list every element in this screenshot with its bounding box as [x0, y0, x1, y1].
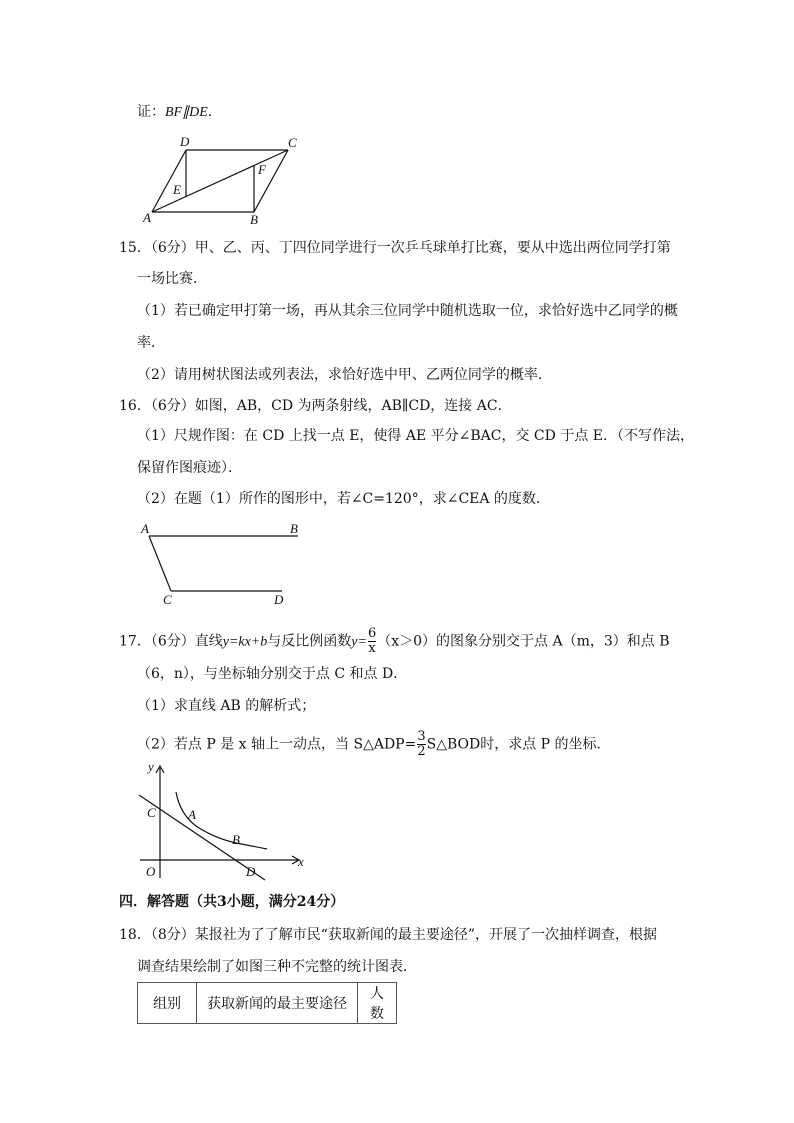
q14-prove-prefix: 证：	[137, 104, 165, 120]
q17-part2-b: S△BOD时，求点 P 的坐标．	[426, 736, 611, 753]
q18-table	[137, 982, 397, 1024]
q17-part2-fraction	[417, 730, 425, 759]
q14-prove-end: ．	[207, 104, 222, 120]
table-header-group: 组别	[138, 983, 197, 1024]
q17-stem-line1	[119, 627, 670, 656]
q17-frac-den: x	[368, 641, 376, 656]
q16-part1-line2: 保留作图痕迹）．	[137, 460, 242, 476]
q16-part1-line1: （1）尺规作图：在 CD 上找一点 E，使得 AE 平分∠BAC，交 CD 于点 E．（不写作法，	[137, 428, 694, 444]
q14-label-A: A	[143, 210, 151, 225]
q17-part2-a: （2）若点 P 是 x 轴上一动点，当 S△ADP=	[137, 736, 417, 753]
q14-label-B: B	[250, 212, 258, 227]
q16-label-B: B	[290, 521, 298, 536]
q18-stem-line2: 调查结果绘制了如图三种不完整的统计图表．	[137, 959, 417, 975]
q14-label-C: C	[288, 135, 297, 150]
q17-p2-den: 2	[417, 744, 426, 759]
q14-label-D: D	[180, 134, 190, 149]
q17-linear-expr: y=kx+b	[222, 634, 268, 650]
q15-part1-line1: （1）若已确定甲打第一场，再从其余三位同学中随机选取一位，求恰好选中乙同学的概	[137, 303, 678, 319]
q15-stem-line2: 一场比赛．	[137, 271, 207, 287]
q14-label-F: F	[258, 162, 266, 177]
table-header-row	[138, 983, 397, 1024]
q17-stem-a: 17．（6分）直线	[119, 633, 223, 650]
q17-label-B: B	[232, 832, 240, 847]
q17-stem-line2: （6，n），与坐标轴分别交于点 C 和点 D．	[137, 666, 408, 682]
q17-label-x: x	[298, 854, 304, 869]
table-header-count: 人数	[358, 983, 397, 1024]
table-header-channel: 获取新闻的最主要途径	[197, 983, 358, 1024]
q17-stem-e: （x＞0）的图象分别交于点 A（m，3）和点 B	[377, 633, 670, 650]
q17-inverse-lhs: y=	[351, 634, 367, 650]
q17-label-y: y	[148, 759, 154, 774]
section-heading: 四．解答题（共3小题，满分24分）	[119, 894, 345, 910]
q17-inverse-fraction	[368, 627, 376, 656]
q17-label-D: D	[246, 864, 256, 879]
q16-part2: （2）在题（1）所作的图形中，若∠C=120°，求∠CEA 的度数．	[137, 491, 550, 507]
q16-label-D: D	[274, 592, 284, 607]
q16-label-A: A	[141, 521, 149, 536]
q14-prove-line	[137, 103, 222, 122]
q16-stem: 16．（6分）如图，AB，CD 为两条射线，AB∥CD，连接 AC．	[119, 398, 512, 414]
q14-prove-expr: BF∥DE	[165, 105, 208, 120]
q17-label-C: C	[147, 805, 156, 820]
q15-stem-line1: 15．（6分）甲、乙、丙、丁四位同学进行一次乒乓球单打比赛，要从中选出两位同学打第	[119, 240, 671, 256]
q17-part1: （1）求直线 AB 的解析式；	[137, 698, 316, 714]
q15-part2: （2）请用树状图法或列表法，求恰好选中甲、乙两位同学的概率．	[137, 367, 552, 383]
q17-label-A: A	[188, 807, 196, 822]
q17-stem-c: 与反比例函数	[267, 633, 352, 650]
q15-part1-line2: 率．	[137, 335, 165, 351]
q17-p2-num: 3	[417, 729, 426, 744]
q17-part2	[137, 730, 611, 759]
q14-label-E: E	[173, 182, 181, 197]
q16-label-C: C	[163, 592, 172, 607]
q17-frac-num: 6	[367, 626, 377, 641]
q18-stem-line1: 18．（8分）某报社为了了解市民“获取新闻的最主要途径”，开展了一次抽样调查，根据	[119, 927, 658, 943]
q17-label-O: O	[146, 864, 156, 879]
